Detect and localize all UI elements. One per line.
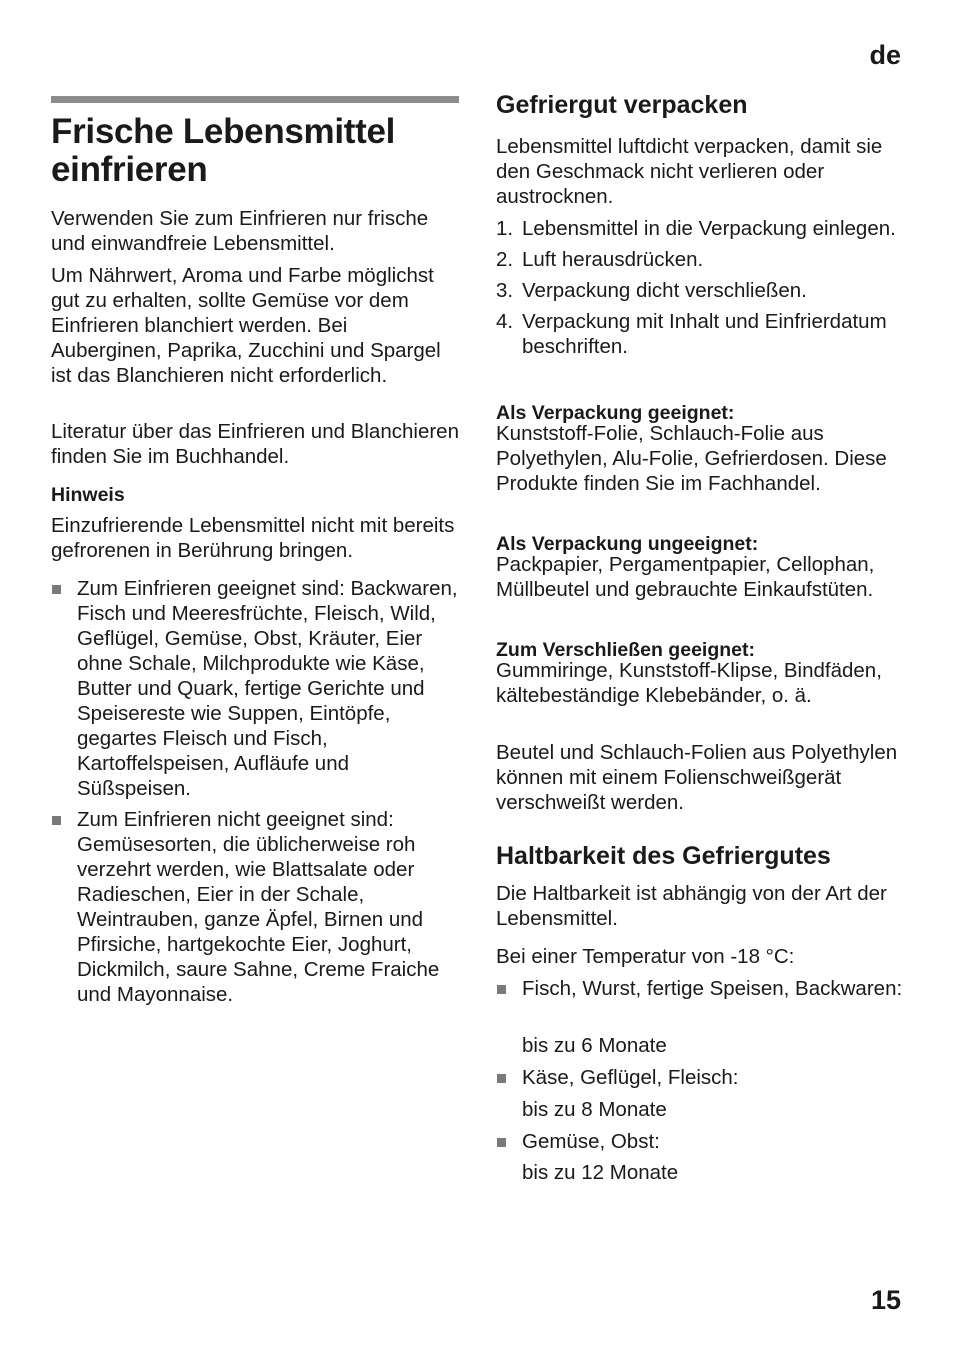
section-rule [51,96,459,103]
welding-paragraph: Beutel und Schlauch-Folien aus Polyethylen können mit einem Folienschweißgerät verschweißt werden. [496,741,898,814]
blanching-paragraph: Um Nährwert, Aroma und Farbe möglichst gut zu erhalten, sollte Gemüse vor dem Einfrieren blanchiert werden. Bei Auberginen, Paprika, Zucchini und Spargel ist das Blanchieren nicht erforderlich. [51,264,441,387]
shelf-life-list [496,976,906,1001]
shelf-life-intro: Die Haltbarkeit ist abhängig von der Art der Lebensmittel. [496,882,887,930]
step-text: Luft herausdrücken. [522,248,704,271]
list-item [496,1129,906,1154]
shelf-life-duration: bis zu 8 Monate [522,1098,667,1121]
intro-paragraph: Verwenden Sie zum Einfrieren nur frische und einwandfreie Lebensmittel. [51,207,429,255]
shelf-life-duration: bis zu 12 Monate [522,1161,679,1184]
step-text: Verpackung dicht verschließen. [522,279,807,302]
note-text: Einzufrierende Lebensmittel nicht mit bereits gefrorenen in Berührung bringen. [51,514,455,562]
suitable-packaging-text: Kunststoff-Folie, Schlauch-Folie aus Polyethylen, Alu-Folie, Gefrierdosen. Diese Produkte finden Sie im Fachhandel. [496,422,887,495]
list-item [496,278,906,303]
step-number: 3. [496,279,514,302]
shelf-life-duration: bis zu 6 Monate [522,1034,667,1057]
literature-paragraph: Literatur über das Einfrieren und Blanchieren finden Sie im Buchhandel. [51,420,459,468]
list-item [51,576,461,801]
square-bullet-icon [52,816,61,825]
list-item [51,807,461,1007]
food-group-label: Käse, Geflügel, Fleisch: [522,1066,739,1089]
language-marker: de [869,40,901,70]
note-heading: Hinweis [51,484,125,506]
list-item-text: Zum Einfrieren geeignet sind: Backwaren, Fisch und Meeresfrüchte, Fleisch, Wild, Geflügel, Gemüse, Obst, Kräuter, Eier ohne Schale, Milchprodukte wie Käse, Butter und Quark, fertige Gerichte und Speisereste wie Suppen, Eintöpfe, gegartes Fleisch und Fisch, Kartoffelspeisen, Aufläufe und Süßspeisen. [77,577,458,800]
closing-material-text: Gummiringe, Kunststoff-Klipse, Bindfäden, kältebeständige Klebebänder, o. ä. [496,659,882,707]
list-item [496,309,906,359]
square-bullet-icon [497,1138,506,1147]
closing-material-heading: Zum Verschließen geeignet: [496,639,755,661]
packaging-intro: Lebensmittel luftdicht verpacken, damit sie den Geschmack nicht verlieren oder austrocknen. [496,135,883,208]
step-text: Verpackung mit Inhalt und Einfrierdatum beschriften. [522,310,887,358]
step-text: Lebensmittel in die Verpackung einlegen. [522,217,896,240]
square-bullet-icon [52,585,61,594]
page-number: 15 [870,1285,901,1315]
food-suitability-list [51,576,461,1007]
packaging-steps [496,216,906,359]
list-item [496,1065,906,1090]
suitable-packaging-heading: Als Verpackung geeignet: [496,402,735,424]
unsuitable-packaging-heading: Als Verpackung ungeeignet: [496,533,759,555]
square-bullet-icon [497,985,506,994]
step-number: 2. [496,248,514,271]
section-heading-shelf-life: Haltbarkeit des Gefriergutes [496,842,831,870]
list-item [496,976,906,1001]
food-group-label: Gemüse, Obst: [522,1130,660,1153]
temperature-note: Bei einer Temperatur von -18 °C: [496,945,795,968]
square-bullet-icon [497,1074,506,1083]
food-group-label: Fisch, Wurst, fertige Speisen, Backwaren: [522,977,903,1000]
shelf-life-list [496,1065,906,1090]
list-item [496,247,906,272]
step-number: 1. [496,217,514,240]
unsuitable-packaging-text: Packpapier, Pergamentpapier, Cellophan, Müllbeutel und gebrauchte Einkaufstüten. [496,553,875,601]
shelf-life-list [496,1129,906,1154]
page-title: Frische Lebensmittel einfrieren [51,112,396,189]
step-number: 4. [496,310,514,333]
section-heading-packaging: Gefriergut verpacken [496,91,748,119]
list-item [496,216,906,241]
list-item-text: Zum Einfrieren nicht geeignet sind: Gemüsesorten, die üblicherweise roh verzehrt werden, wie Blattsalate oder Radieschen, Eier in der Schale, Weintrauben, ganze Äpfel, Birnen und Pfirsiche, hartgekochte Eier, Joghurt, Dickmilch, saure Sahne, Creme Fraiche und Mayonnaise. [77,808,440,1006]
